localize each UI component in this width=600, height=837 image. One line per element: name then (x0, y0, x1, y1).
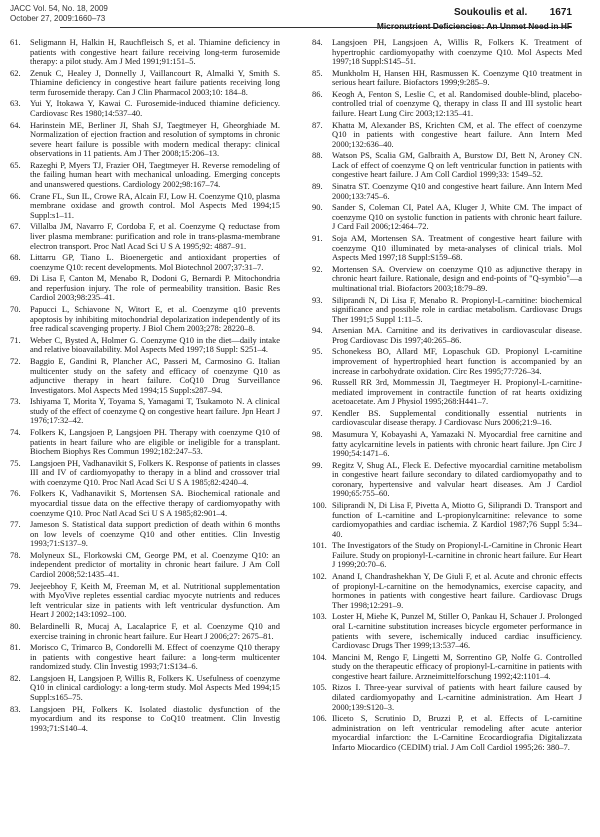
reference-number: 102. (312, 571, 327, 582)
reference-entry (10, 459, 280, 488)
reference-entry (10, 161, 280, 190)
reference-entry (312, 430, 582, 459)
reference-text: Sander S, Coleman CI, Patel AA, Kluger J, White CM. The impact of coenzyme Q10 on systolic function in patients with chronic heart failure. J Card Fail 2006;12:464–72. (332, 202, 582, 232)
reference-text: Russell RR 3rd, Mommessin JI, Taegtmeyer H. Propionyl-L-carnitine-mediated improvement in contractile function of rat hearts oxidizing acetoacetate. Am J Physiol 1995;268:H441–7. (332, 377, 582, 407)
reference-number: 66. (10, 190, 21, 201)
reference-entry (312, 541, 582, 570)
references-column-right (312, 38, 582, 754)
reference-entry (10, 99, 280, 118)
reference-entry (312, 38, 582, 67)
reference-entry (312, 182, 582, 201)
reference-entry (312, 151, 582, 180)
reference-text: Regitz V, Shug AL, Fleck E. Defective myocardial carnitine metabolism in congestive heart failure secondary to dilated cardiomyopathy and to coronary, hypertensive and valvular heart diseases. Am J Cardiol 1990;65:755–60. (332, 459, 582, 499)
running-title: Micronutrient Deficiencies: An Unmet Need in HF (376, 21, 572, 31)
journal-volume-line: JACC Vol. 54, No. 18, 2009 (10, 4, 108, 13)
reference-number: 96. (312, 377, 323, 388)
reference-number: 93. (312, 294, 323, 305)
reference-number: 104. (312, 651, 327, 662)
reference-text: Razeghi P, Myers TJ, Frazier OH, Taegtmeyer H. Reverse remodeling of the failing human heart with mechanical unloading. Emerging concepts and unanswered questions. Cardiology 2002;98:167–74. (30, 159, 280, 190)
reference-entry (312, 203, 582, 232)
reference-text: Baggio E, Gandini R, Plancher AC, Passeri M, Carmosino G. Italian multicenter study on the safety and efficacy of coenzyme Q10 as adjunctive therapy in heart failure. CoQ10 Drug Surveillance Investigators. Mol Aspects Med 1994;15 Suppl:s287–94. (30, 355, 280, 395)
reference-number: 65. (10, 159, 21, 170)
journal-citation (10, 4, 108, 24)
reference-entry (10, 274, 280, 303)
reference-number: 78. (10, 549, 21, 560)
reference-entry (10, 222, 280, 251)
reference-text: Weber C, Bysted A, Holmer G. Coenzyme Q10 in the diet—daily intake and relative bioavailability. Mol Aspects Med 1997;18 Suppl: S251–4. (30, 334, 280, 355)
reference-number: 64. (10, 119, 21, 130)
reference-entry (10, 643, 280, 672)
reference-text: Villalba JM, Navarro F, Cordoba F, et al. Coenzyme Q reductase from liver plasma membrane: purification and role in trans-plasma-membrane electron transport. Proc Natl Acad Sci U S A 1995;92: 4887–91. (30, 221, 280, 251)
reference-entry (10, 551, 280, 580)
reference-entry (10, 192, 280, 221)
journal-date-line: October 27, 2009:1660–73 (10, 14, 106, 23)
reference-number: 92. (312, 263, 323, 274)
reference-number: 79. (10, 580, 21, 591)
reference-entry (10, 520, 280, 549)
reference-entry (312, 572, 582, 610)
reference-text: Mortensen SA. Overview on coenzyme Q10 as adjunctive therapy in chronic heart failure. Rationale, design and end-points of "Q-symbio"—a multinational trial. Biofactors 2003;18:79–89. (332, 263, 582, 293)
reference-number: 101. (312, 540, 327, 551)
reference-text: Kendler BS. Supplemental conditionally essential nutrients in cardiovascular disease therapy. J Cardiovasc Nurs 2006;21:9–16. (332, 407, 582, 428)
page-header (0, 0, 600, 40)
reference-text: Schonekess BO, Allard MF, Lopaschuk GD. Propionyl L-carnitine improvement of hypertrophied heart function is accompanied by an increase in carbohydrate oxidation. Circ Res 1995;77:726–34. (332, 346, 582, 376)
reference-number: 95. (312, 346, 323, 357)
reference-entry (10, 357, 280, 395)
reference-text: Jameson S. Statistical data support prediction of death within 6 months on low levels of coenzyme Q10 and other entities. Clin Investig 1993;71:S137–9. (30, 519, 280, 549)
reference-number: 75. (10, 457, 21, 468)
reference-text: Keogh A, Fenton S, Leslie C, et al. Randomised double-blind, placebo-controlled trial of coenzyme Q, therapy in class II and III systolic heart failure. Heart Lung Circ 2003;12:135–41. (332, 88, 582, 119)
reference-text: Rizos I. Three-year survival of patients with heart failure caused by dilated cardiomyopathy and L-carnitine administration. Am Heart J 2000;139:S120–3. (332, 682, 582, 712)
reference-number: 88. (312, 150, 323, 161)
reference-entry (312, 683, 582, 712)
reference-number: 91. (312, 233, 323, 244)
reference-number: 87. (312, 119, 323, 130)
reference-number: 62. (10, 67, 21, 78)
reference-entry (10, 674, 280, 703)
reference-entry (312, 347, 582, 376)
reference-number: 98. (312, 429, 323, 440)
reference-text: Molyneux SL, Florkowski CM, George PM, et al. Coenzyme Q10: an independent predictor of mortality in chronic heart failure. J Am Coll Cardiol 2008;52:1435–41. (30, 549, 280, 580)
reference-number: 63. (10, 98, 21, 109)
reference-text: Khatta M, Alexander BS, Krichten CM, et al. The effect of coenzyme Q10 in patients with congestive heart failure. Ann Intern Med 2000;132:636–40. (332, 119, 582, 149)
reference-text: Langsjoen PH, Langsjoen A, Willis R, Folkers K. Treatment of hypertrophic cardiomyopathy with coenzyme Q10. Mol Aspects Med 1997;18 Suppl:S145–51. (332, 37, 582, 67)
reference-text: Munkholm H, Hansen HH, Rasmussen K. Coenzyme Q10 treatment in serious heart failure. Biofactors 1999;9:285–9. (332, 67, 582, 88)
reference-entry (312, 296, 582, 325)
reference-entry (312, 461, 582, 499)
reference-entry (312, 714, 582, 752)
reference-number: 90. (312, 202, 323, 213)
reference-number: 73. (10, 396, 21, 407)
page-number: 1671 (549, 7, 572, 18)
reference-entry (10, 38, 280, 67)
reference-number: 100. (312, 500, 327, 511)
header-rule (60, 27, 572, 28)
reference-text: Folkers K, Langsjoen P, Langsjoen PH. Therapy with coenzyme Q10 of patients in heart failure who are eligible or ineligible for a transplant. Biochem Biophys Res Commun 1992;182:247–53. (30, 427, 280, 457)
reference-text: Di Lisa F, Canton M, Menabo R, Dodoni G, Bernardi P. Mitochondria and reperfusion injury. The role of permeability transition. Basic Res Cardiol 2003;98:235–41. (30, 273, 280, 303)
reference-entry (10, 622, 280, 641)
reference-text: Langsjoen H, Langsjoen P, Willis R, Folkers K. Usefulness of coenzyme Q10 in clinical cardiology: a long-term study. Mol Aspects Med 1994;15 Suppl:s165–75. (30, 672, 280, 702)
reference-text: Folkers K, Vadhanavikit S, Mortensen SA. Biochemical rationale and myocardial tissue data on the effective therapy of cardiomyopathy with coenzyme Q10. Proc Natl Acad Sci U S A 1985;82:901–4. (30, 488, 280, 518)
reference-entry (312, 90, 582, 119)
reference-text: Mancini M, Rengo F, Lingetti M, Sorrentino GP, Nolfe G. Controlled study on the therapeutic efficacy of propionyl-L-carnitine in patients with congestive heart failure. Arzneimittelforschung 1992;42:1101–4. (332, 651, 582, 681)
reference-text: Crane FL, Sun IL, Crowe RA, Alcain FJ, Low H. Coenzyme Q10, plasma membrane oxidase and growth control. Mol Aspects Med 1994;15 Suppl:s1–11. (30, 190, 280, 220)
reference-entry (10, 305, 280, 334)
reference-text: Langsjoen PH, Vadhanavikit S, Folkers K. Response of patients in classes III and IV of cardiomyopathy to therapy in a blind and crossover trial with coenzyme Q10. Proc Natl Acad Sci U S A 1985;82:4240–4. (30, 457, 280, 487)
reference-number: 69. (10, 273, 21, 284)
reference-entry (312, 234, 582, 263)
reference-number: 105. (312, 682, 327, 693)
reference-number: 86. (312, 88, 323, 99)
reference-number: 77. (10, 519, 21, 530)
reference-number: 106. (312, 713, 327, 724)
reference-entry (312, 121, 582, 150)
reference-text: Harinstein ME, Berliner JI, Shah SJ, Taegtmeyer H, Gheorghiade M. Normalization of ejection fraction and resolution of symptoms in chronic severe heart failure is possible with modern medical therapy: clinical observations in 11 patients. Am J Ther 2008;15:206–13. (30, 119, 280, 159)
reference-number: 89. (312, 181, 323, 192)
reference-text: Siliprandi N, Di Lisa F, Menabo R. Propionyl-L-carnitine: biochemical significance and possible role in cardiac metabolism. Cardiovasc Drugs Ther 1991;5 Suppl 1:11–5. (332, 294, 582, 324)
references-column-left (10, 38, 280, 735)
reference-entry (312, 612, 582, 650)
reference-text: Ishiyama T, Morita Y, Toyama S, Yamagami T, Tsukamoto N. A clinical study of the effect of coenzyme Q on congestive heart failure. Jpn Heart J 1976;17:32–42. (30, 396, 280, 426)
reference-number: 72. (10, 355, 21, 366)
reference-text: Littarru GP, Tiano L. Bioenergetic and antioxidant properties of coenzyme Q10: recent developments. Mol Biotechnol 2007;37:31–7. (30, 252, 280, 272)
reference-text: Morisco C, Trimarco B, Condorelli M. Effect of coenzyme Q10 therapy in patients with congestive heart failure: a long-term multicenter randomized study. Clin Investig 1993;71:S134–6. (30, 642, 280, 672)
running-authors: Soukoulis et al. (453, 7, 528, 18)
reference-number: 83. (10, 703, 21, 714)
reference-entry (312, 378, 582, 407)
reference-number: 99. (312, 459, 323, 470)
reference-number: 82. (10, 672, 21, 683)
reference-entry (10, 428, 280, 457)
reference-text: Siliprandi N, Di Lisa F, Pivetta A, Miotto G, Siliprandi D. Transport and function of L-carnitine and L-propionylcarnitine: relevance to some cardiomyopathies and cardiac ischemia. Z Kardiol 1987;76 Suppl 5:34–40. (332, 500, 582, 539)
reference-number: 68. (10, 252, 21, 263)
reference-number: 76. (10, 488, 21, 499)
reference-text: Zenuk C, Healey J, Donnelly J, Vaillancourt R, Almalki Y, Smith S. Thiamine deficiency in congestive heart failure patients receiving long term furosemide therapy. Can J Clin Pharmacol 2003;10: 184–8. (30, 67, 280, 97)
reference-entry (312, 409, 582, 428)
reference-entry (10, 121, 280, 159)
reference-text: Anand I, Chandrashekhan Y, De Giuli F, et al. Acute and chronic effects of propionyl-L-carnitine on the hemodynamics, exercise capacity, and hormones in patients with congestive heart failure. Cardiovasc Drugs Ther 1998;12:291–9. (332, 571, 582, 610)
reference-entry (10, 397, 280, 426)
reference-entry (312, 501, 582, 539)
reference-text: The Investigators of the Study on Propionyl-L-Carnitine in Chronic Heart Failure. Study on propionyl-L-carnitine in chronic heart failure. Eur Heart J 1999;20:70–6. (332, 540, 582, 570)
reference-entry (312, 653, 582, 682)
reference-text: Arsenian MA. Carnitine and its derivatives in cardiovascular disease. Prog Cardiovasc Dis 1997;40:265–86. (332, 325, 582, 345)
reference-entry (10, 705, 280, 734)
reference-number: 71. (10, 334, 21, 345)
reference-number: 97. (312, 407, 323, 418)
reference-number: 103. (312, 611, 327, 622)
reference-entry (10, 336, 280, 355)
reference-number: 80. (10, 620, 21, 631)
reference-entry (312, 265, 582, 294)
reference-text: Seligmann H, Halkin H, Rauchfleisch S, et al. Thiamine deficiency in patients with congestive heart failure receiving long-term furosemide therapy: a pilot study. Am J Med 1991;91:151–5. (30, 37, 280, 67)
reference-text: Watson PS, Scalia GM, Galbraith A, Burstow DJ, Bett N, Aroney CN. Lack of effect of coenzyme Q on left ventricular function in patients with congestive heart failure. J Am Coll Cardiol 1999;33: 1549–52. (332, 150, 582, 180)
reference-number: 70. (10, 304, 21, 315)
reference-text: Papucci L, Schiavone N, Witort E, et al. Coenzyme q10 prevents apoptosis by inhibiting mitochondrial depolarization independently of its free radical scavenging property. J Biol Chem 2003;278: 28220–8. (30, 304, 280, 334)
reference-text: Loster H, Miehe K, Punzel M, Stiller O, Pankau H, Schauer J. Prolonged oral L-carnitine substitution increases bicycle ergometer performance in patients with severe, ischemically induced cardiac insufficiency. Cardiovasc Drugs Ther 1999;13:537–46. (332, 611, 582, 651)
reference-text: Sinatra ST. Coenzyme Q10 and congestive heart failure. Ann Intern Med 2000;133:745–6. (332, 181, 582, 201)
reference-text: Jeejeebhoy F, Keith M, Freeman M, et al. Nutritional supplementation with MyoVive repletes essential cardiac myocyte nutrients and reduces left ventricular size in patients with left ventricular dysfunction. Am Heart J 2002;143:1092–100. (30, 580, 280, 620)
reference-number: 74. (10, 427, 21, 437)
reference-text: Soja AM, Mortensen SA. Treatment of congestive heart failure with coenzyme Q10 illuminated by meta-analyses of clinical trials. Mol Aspects Med 1997;18 Suppl:S159–68. (332, 233, 582, 263)
reference-number: 85. (312, 67, 323, 78)
reference-number: 61. (10, 37, 21, 47)
reference-entry (10, 582, 280, 620)
reference-entry (10, 253, 280, 272)
reference-number: 84. (312, 37, 323, 47)
reference-text: Masumura Y, Kobayashi A, Yamazaki N. Myocardial free carnitine and fatty acylcarnitine levels in patients with chronic heart failure. Jpn Circ J 1990;54:1471–6. (332, 429, 582, 459)
reference-text: Yui Y, Itokawa Y, Kawai C. Furosemide-induced thiamine deficiency. Cardiovasc Res 1980;14:537–40. (30, 98, 280, 119)
reference-entry (10, 489, 280, 518)
reference-text: Iliceto S, Scrutinio D, Bruzzi P, et al. Effects of L-carnitine administration on left ventricular remodeling after acute anterior myocardial infarction: the L-Carnitine Ecocardiografia Digitalizzata Infarto Miocardico (CEDIM) trial. J Am Coll Cardiol 1995;26: 380–7. (332, 713, 582, 752)
reference-entry (312, 69, 582, 88)
reference-number: 81. (10, 642, 21, 653)
reference-number: 67. (10, 221, 21, 232)
reference-entry (312, 326, 582, 345)
reference-text: Belardinelli R, Mucaj A, Lacalaprice F, et al. Coenzyme Q10 and exercise training in chronic heart failure. Eur Heart J 2006;27: 2675–81. (30, 620, 280, 641)
reference-number: 94. (312, 325, 323, 336)
reference-text: Langsjoen PH, Folkers K. Isolated diastolic dysfunction of the myocardium and its response to CoQ10 treatment. Clin Investig 1993;71:S140–4. (30, 703, 280, 733)
reference-entry (10, 69, 280, 98)
